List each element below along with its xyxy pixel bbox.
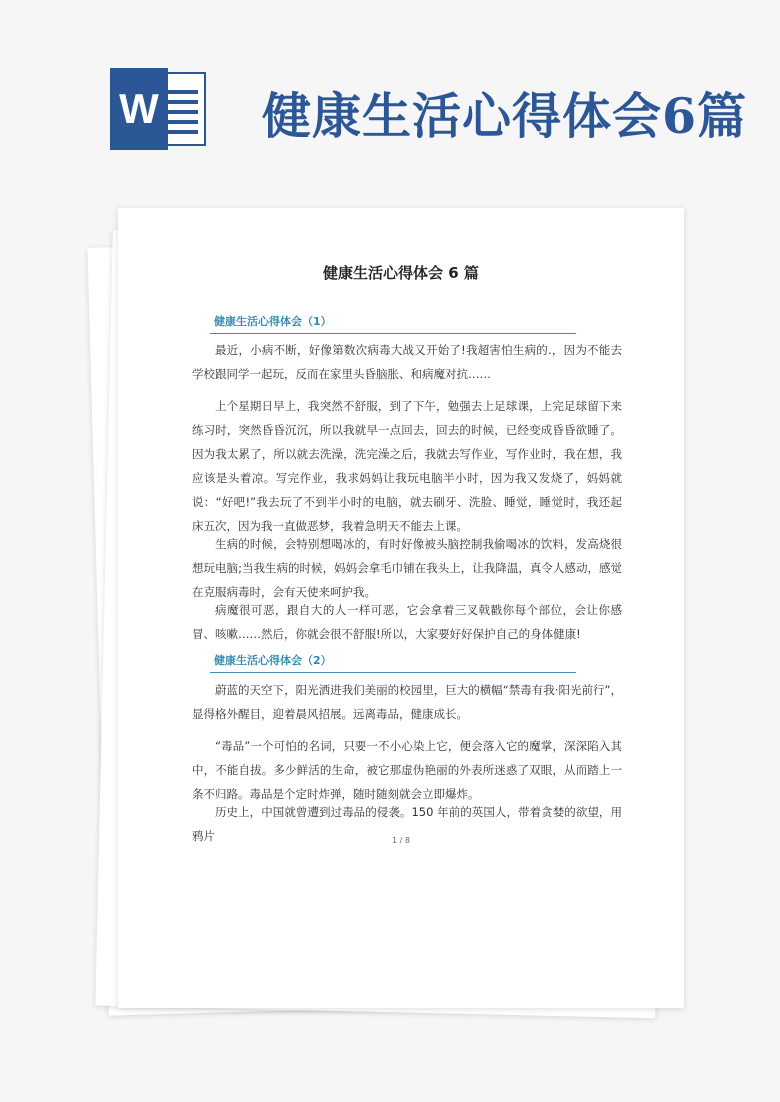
section-heading: [210, 650, 576, 673]
document-title: 健康生活心得体会 6 篇: [323, 264, 479, 282]
paragraph: 生病的时候，会特别想喝冰的，有时好像被头脑控制我偷喝冰的饮料，发高烧很想玩电脑;当我生病的时候，妈妈会拿毛巾铺在我头上，让我降温，真令人感动，感觉在克服病毒时，会有天使来呵护我。: [192, 537, 622, 599]
document-page: [118, 208, 684, 1008]
paragraph: “毒品”一个可怕的名词，只要一不小心染上它，便会落入它的魔掌，深深陷入其中，不能自拔。多少鲜活的生命，被它那虚伪艳丽的外表所迷惑了双眼，从而踏上一条不归路。毒品是个定时炸弹，随时随刻就会立即爆炸。: [192, 739, 622, 801]
paragraph: 最近，小病不断，好像第数次病毒大战又开始了!我超害怕生病的.，因为不能去学校跟同学一起玩，反而在家里头昏脑胀、和病魔对抗……: [192, 343, 622, 381]
paragraph: 病魔很可恶，跟自大的人一样可恶，它会拿着三叉戟戳你每个部位，会让你感冒、咳嗽……然后，你就会很不舒服!所以，大家要好好保护自己的身体健康!: [192, 603, 622, 641]
page-number: 1 / 8: [392, 836, 410, 845]
paragraph: 蔚蓝的天空下，阳光洒进我们美丽的校园里，巨大的横幅“禁毒有我·阳光前行”，显得格外醒目，迎着晨风招展。远离毒品，健康成长。: [192, 683, 622, 721]
banner-title: 健康生活心得体会6篇: [262, 87, 748, 145]
banner-header: [0, 0, 780, 200]
paragraph: 历史上，中国就曾遭到过毒品的侵袭。150 年前的英国人，带着贪婪的欲望，用鸦片: [192, 805, 622, 843]
section-heading-text: 健康生活心得体会（1）: [214, 315, 332, 328]
section-heading-text: 健康生活心得体会（2）: [214, 654, 332, 667]
word-document-icon: [110, 68, 208, 150]
section-heading: [210, 311, 576, 334]
paragraph: 上个星期日早上，我突然不舒服，到了下午，勉强去上足球课，上完足球留下来练习时，突然昏昏沉沉，所以我就早一点回去，回去的时候，已经变成昏昏欲睡了。因为我太累了，所以就去洗澡，洗完澡之后，我就去写作业，写作业时，我在想，我应该是头着凉。写完作业，我求妈妈让我玩电脑半小时，因为我又发烧了，妈妈就说：“好吧!”我去玩了不到半小时的电脑，就去刷牙、洗脸、睡觉，睡觉时，我还起床五次，因为我一直做恶梦，我着急明天不能去上课。: [192, 399, 622, 533]
word-icon-letter: W: [110, 68, 168, 150]
